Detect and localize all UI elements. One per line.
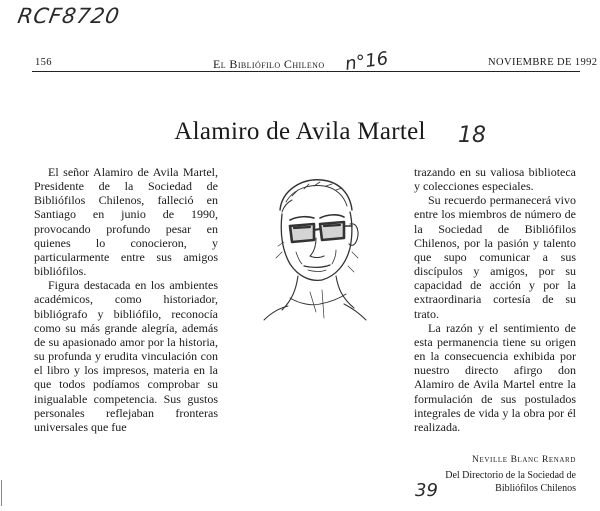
header-rule — [32, 71, 580, 72]
title-annotation: 18 — [458, 123, 486, 148]
paragraph: Figura destacada en los ambientes académicos, como historiador, bibliógrafo y bibliófilo, reconocía como su más grande alegría, además de su apasionado amor por la historia, su profunda y erudita vinculación con el libro y los impresos, materia en la que todos podíamos comprobar su inigualable competencia. Sus gustos personales reflejaban fronteras universales que fue — [34, 278, 218, 434]
article-title: Alamiro de Avila Martel — [174, 118, 426, 145]
paragraph: La razón y el sentimiento de esta permanencia tiene su origen en la consecuencia exhibida por nuestro directo afirgo don Alamiro de Avila Martel entre la formulación de sus postulados integrales de vida y la obra por él realizada. — [414, 320, 576, 434]
journal-name: El Bibliófilo Chileno — [213, 57, 325, 71]
archive-code-annotation: RCF8720 — [15, 4, 122, 28]
signature-affiliation: Bibliófilos Chilenos — [495, 483, 576, 494]
left-column — [34, 165, 218, 434]
folio-annotation: n°16 — [343, 48, 390, 75]
paragraph: trazando en su valiosa biblioteca y colecciones especiales. — [414, 165, 576, 194]
paragraph: El señor Alamiro de Avila Martel, Presidente de la Sociedad de Bibliófilos Chilenos, falleció en Santiago en junio de 1990, provocando profundo pesar en quienes lo conocieron, y particularmente entre sus amigos bibliófilos. — [34, 165, 218, 279]
page-number: 156 — [35, 57, 52, 68]
scan-edge-mark — [1, 480, 8, 506]
signature-name: Neville Blanc Renard — [472, 455, 576, 465]
right-column — [414, 165, 576, 434]
paragraph: Su recuerdo permanecerá vivo entre los miembros de número de la Sociedad de Bibliófilos Chilenos, por la pasión y talento que supo comunicar a sus discípulos y amigos, por su capacidad de acción y por la extraordinaria cortesía de su trato. — [414, 193, 576, 321]
portrait-sketch — [252, 172, 370, 322]
bottom-annotation: 39 — [415, 480, 438, 501]
issue-date: NOVIEMBRE DE 1992 — [488, 57, 598, 68]
signature-affiliation: Del Directorio de la Sociedad de — [445, 470, 576, 481]
